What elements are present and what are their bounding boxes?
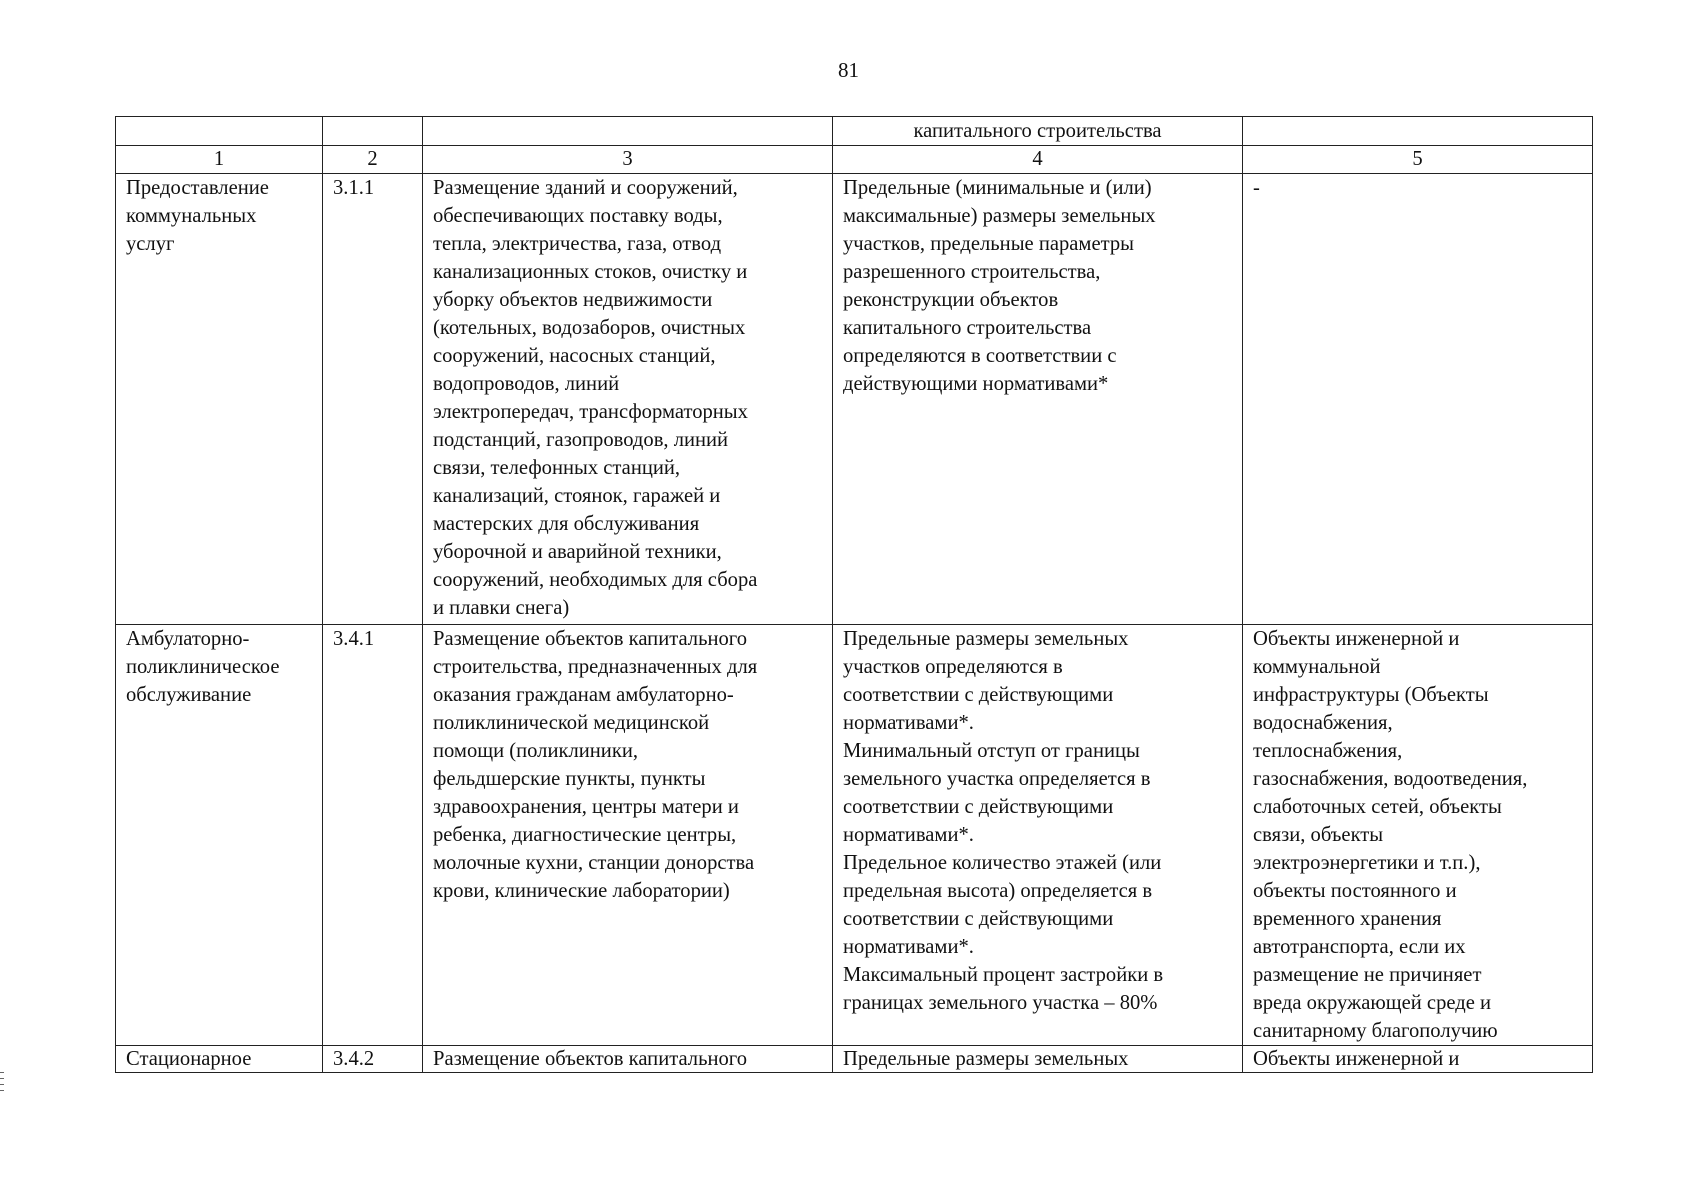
table-row — [116, 625, 1593, 1046]
text-line: размещение не причиняет — [1253, 964, 1482, 986]
table-row — [116, 174, 1593, 625]
text-line: здравоохранения, центры матери и — [433, 796, 739, 818]
text-line: уборку объектов недвижимости — [433, 289, 713, 311]
scan-margin-marks — [0, 1072, 4, 1096]
text-line: разрешенного строительства, — [843, 261, 1101, 283]
text-line: - — [1253, 177, 1260, 199]
text-line: автотранспорта, если их — [1253, 936, 1466, 958]
text-line: реконструкции объектов — [843, 289, 1059, 311]
text-line: сооружений, насосных станций, — [433, 345, 716, 367]
text-line: ребенка, диагностические центры, — [433, 824, 737, 846]
text-line: фельдшерские пункты, пункты — [433, 768, 706, 790]
text-line: электропередач, трансформаторных — [433, 401, 748, 423]
text-line: тепла, электричества, газа, отвод — [433, 233, 722, 255]
text-line: канализационных стоков, очистку и — [433, 261, 748, 283]
text-line: помощи (поликлиники, — [433, 740, 639, 762]
text-line: определяются в соответствии с — [843, 345, 1117, 367]
text-line: капитального строительства — [843, 317, 1092, 339]
auxiliary-uses — [1243, 174, 1593, 625]
text-line: обслуживание — [126, 684, 252, 706]
text-line: водопроводов, линий — [433, 373, 620, 395]
use-type-parameters — [833, 1046, 1243, 1073]
table-cell — [1243, 117, 1593, 146]
land-use-table — [115, 116, 1593, 1073]
text-line: участков, предельные параметры — [843, 233, 1134, 255]
text-line: (котельных, водозаборов, очистных — [433, 317, 746, 339]
use-type-name — [116, 625, 323, 1046]
text-line: Предельные (минимальные и (или) — [843, 177, 1152, 199]
continuation-row — [116, 117, 1593, 146]
column-number: 2 — [323, 146, 423, 174]
text-line: поликлиническое — [126, 656, 280, 678]
text-line: объекты постоянного и — [1253, 880, 1457, 902]
text-line: коммунальных — [126, 205, 257, 227]
text-line: обеспечивающих поставку воды, — [433, 205, 723, 227]
text-line: границах земельного участка – 80% — [843, 992, 1158, 1014]
column-number: 4 — [833, 146, 1243, 174]
table-cell — [116, 117, 323, 146]
text-line: и плавки снега) — [433, 597, 570, 619]
text-line: Предоставление — [126, 177, 269, 199]
text-line: связи, телефонных станций, — [433, 457, 681, 479]
auxiliary-uses — [1243, 1046, 1593, 1073]
text-line: действующими нормативами* — [843, 373, 1109, 395]
column-number: 1 — [116, 146, 323, 174]
text-line: Объекты инженерной и — [1253, 1048, 1460, 1070]
text-line: нормативами*. — [843, 824, 974, 846]
use-type-code: 3.4.1 — [323, 625, 423, 1046]
use-type-description — [423, 174, 833, 625]
text-line: оказания гражданам амбулаторно- — [433, 684, 734, 706]
text-line: земельного участка определяется в — [843, 768, 1151, 790]
use-type-name — [116, 1046, 323, 1073]
table-cell — [423, 117, 833, 146]
text-line: нормативами*. — [843, 936, 974, 958]
text-line: газоснабжения, водоотведения, — [1253, 768, 1528, 790]
text-line: слаботочных сетей, объекты — [1253, 796, 1502, 818]
text-line: Предельные размеры земельных — [843, 1048, 1129, 1070]
use-type-code: 3.1.1 — [323, 174, 423, 625]
text-line: подстанций, газопроводов, линий — [433, 429, 729, 451]
use-type-code: 3.4.2 — [323, 1046, 423, 1073]
text-line: Размещение зданий и сооружений, — [433, 177, 738, 199]
text-line: Предельное количество этажей (или — [843, 852, 1162, 874]
text-line: теплоснабжения, — [1253, 740, 1403, 762]
text-line: сооружений, необходимых для сбора — [433, 569, 758, 591]
text-line: Минимальный отступ от границы — [843, 740, 1140, 762]
use-type-description — [423, 625, 833, 1046]
text-line: Размещение объектов капитального — [433, 1048, 748, 1070]
use-type-parameters — [833, 174, 1243, 625]
continuation-cell: капитального строительства — [833, 117, 1243, 146]
text-line: санитарному благополучию — [1253, 1020, 1498, 1042]
text-line: услуг — [126, 233, 175, 255]
text-line: нормативами*. — [843, 712, 974, 734]
text-line: коммунальной — [1253, 656, 1381, 678]
text-line: предельная высота) определяется в — [843, 880, 1153, 902]
text-line: поликлинической медицинской — [433, 712, 710, 734]
text-line: Предельные размеры земельных — [843, 628, 1129, 650]
text-line: Размещение объектов капитального — [433, 628, 748, 650]
text-line: уборочной и аварийной техники, — [433, 541, 722, 563]
table-cell — [323, 117, 423, 146]
use-type-parameters — [833, 625, 1243, 1046]
text-line: крови, клинические лаборатории) — [433, 880, 730, 902]
auxiliary-uses — [1243, 625, 1593, 1046]
text-line: соответствии с действующими — [843, 908, 1114, 930]
text-line: Амбулаторно- — [126, 628, 250, 650]
text-line: максимальные) размеры земельных — [843, 205, 1156, 227]
text-line: временного хранения — [1253, 908, 1442, 930]
text-line: электроэнергетики и т.п.), — [1253, 852, 1481, 874]
text-line: соответствии с действующими — [843, 684, 1114, 706]
column-number-row — [116, 146, 1593, 174]
text-line: водоснабжения, — [1253, 712, 1393, 734]
text-line: мастерских для обслуживания — [433, 513, 700, 535]
text-line: связи, объекты — [1253, 824, 1384, 846]
text-line: участков определяются в — [843, 656, 1063, 678]
column-number: 5 — [1243, 146, 1593, 174]
text-line: молочные кухни, станции донорства — [433, 852, 755, 874]
use-type-description — [423, 1046, 833, 1073]
page-number: 81 — [838, 58, 859, 82]
text-line: канализаций, стоянок, гаражей и — [433, 485, 721, 507]
use-type-name — [116, 174, 323, 625]
column-number: 3 — [423, 146, 833, 174]
text-line: вреда окружающей среде и — [1253, 992, 1492, 1014]
text-line: строительства, предназначенных для — [433, 656, 758, 678]
table-row — [116, 1046, 1593, 1073]
text-line: инфраструктуры (Объекты — [1253, 684, 1489, 706]
text-line: Объекты инженерной и — [1253, 628, 1460, 650]
text-line: Стационарное — [126, 1048, 252, 1070]
text-line: Максимальный процент застройки в — [843, 964, 1164, 986]
text-line: соответствии с действующими — [843, 796, 1114, 818]
